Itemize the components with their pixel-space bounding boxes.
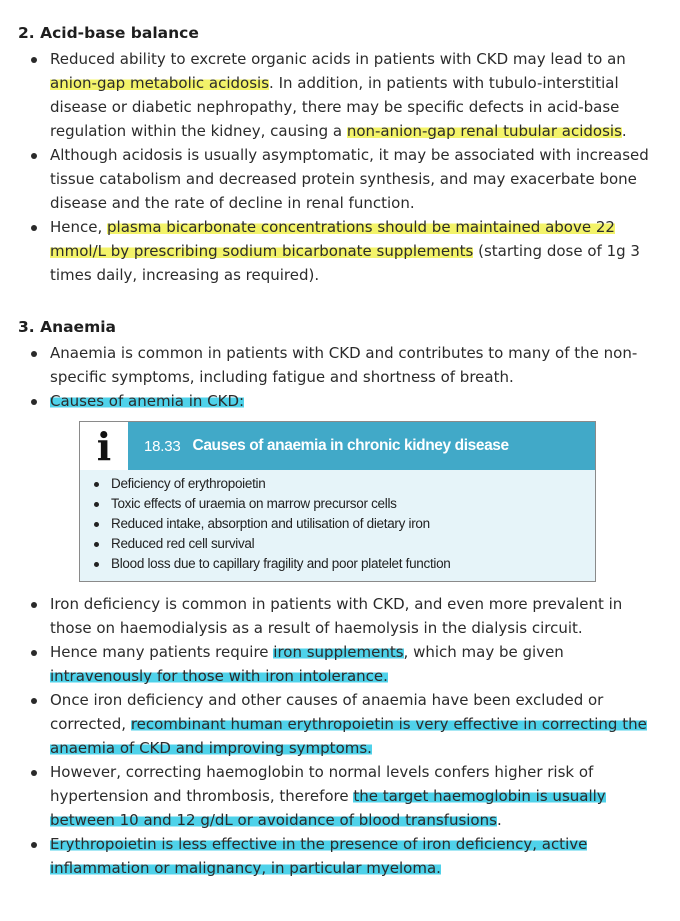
bullet-text: However, correcting haemoglobin to normal levels confers higher risk of hypertension and thrombosis, therefore <box>50 763 594 805</box>
yellow-highlight: non-anion-gap renal tubular acidosis <box>346 122 622 140</box>
list-item <box>0 640 680 688</box>
box-list-item: Reduced intake, absorption and utilisation of dietary iron <box>80 514 595 534</box>
cyan-highlight: the target haemoglobin is usually between 10 and 12 g/dL or avoidance of blood transfusions <box>50 787 606 829</box>
list-item <box>0 215 680 287</box>
box-list-item: Reduced red cell survival <box>80 534 595 554</box>
list-item: Iron deficiency is common in patients with CKD, and even more prevalent in those on haemodialysis as a result of haemolysis in the dialysis circuit. <box>0 592 680 640</box>
anaemia-bullet-list-top <box>0 341 680 413</box>
bullet-text: Reduced ability to excrete organic acids in patients with CKD may lead to an <box>50 50 626 68</box>
cyan-highlight: Erythropoietin is less effective in the presence of iron deficiency, active inflammation or malignancy, in particular myeloma. <box>50 835 588 877</box>
box-number: 18.33 <box>144 437 181 455</box>
box-list-item: Toxic effects of uraemia on marrow precursor cells <box>80 494 595 514</box>
anaemia-bullet-list-bottom <box>0 592 680 880</box>
list-item <box>0 832 680 880</box>
section-heading-acid-base: 2. Acid-base balance <box>18 24 199 42</box>
causes-of-anaemia-box <box>79 421 596 582</box>
section-heading-anaemia: 3. Anaemia <box>18 318 116 336</box>
acid-base-bullet-list <box>0 47 680 287</box>
bullet-text: . In addition, in patients with tubulo-interstitial disease or diabetic nephropathy, there may be specific defects in acid-base regulation within the kidney, causing a <box>50 74 620 140</box>
list-item <box>0 47 680 143</box>
box-header <box>80 422 595 470</box>
bullet-text: , which may be given <box>403 643 564 661</box>
box-title: Causes of anaemia in chronic kidney disease <box>192 437 509 454</box>
yellow-highlight: plasma bicarbonate concentrations should be maintained above 22 mmol/L by prescribing sodium bicarbonate supplements <box>50 218 615 260</box>
yellow-highlight: anion-gap metabolic acidosis <box>50 74 270 92</box>
box-list-item: Deficiency of erythropoietin <box>80 474 595 494</box>
bullet-text: . <box>496 811 502 829</box>
info-icon: i <box>80 422 130 470</box>
list-item <box>0 760 680 832</box>
box-list-item: Blood loss due to capillary fragility and poor platelet function <box>80 554 595 574</box>
bullet-text: . <box>621 122 627 140</box>
list-item <box>0 688 680 760</box>
bullet-text: Hence, <box>50 218 108 236</box>
list-item <box>0 389 680 413</box>
cyan-highlight: Causes of anemia in CKD: <box>50 392 245 410</box>
cyan-highlight: intravenously for those with iron intolerance. <box>50 667 388 685</box>
bullet-text: (starting dose of 1g 3 times daily, increasing as required). <box>50 242 640 284</box>
list-item: Although acidosis is usually asymptomatic, it may be associated with increased tissue catabolism and decreased protein synthesis, and may exacerbate bone disease and the rate of decline in renal function. <box>0 143 680 215</box>
cyan-highlight: iron supplements <box>273 643 404 661</box>
box-item-list <box>80 474 595 574</box>
cyan-highlight: recombinant human erythropoietin is very effective in correcting the anaemia of CKD and improving symptoms. <box>50 715 647 757</box>
bullet-text: Hence many patients require <box>50 643 274 661</box>
list-item: Anaemia is common in patients with CKD and contributes to many of the non-specific symptoms, including fatigue and shortness of breath. <box>0 341 680 389</box>
bullet-text: Once iron deficiency and other causes of anaemia have been excluded or corrected, <box>50 691 604 733</box>
